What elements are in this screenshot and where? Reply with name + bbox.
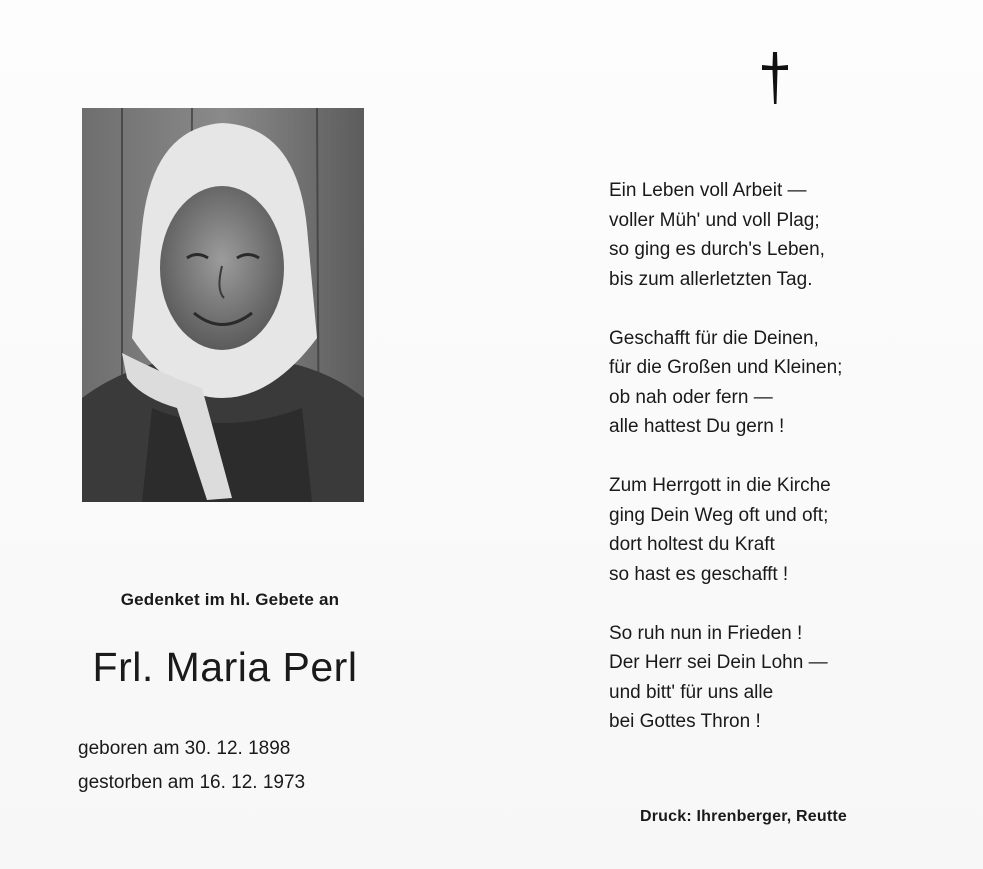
poem-line: voller Müh' und voll Plag;	[609, 209, 820, 231]
poem-line: so ging es durch's Leben,	[609, 239, 825, 260]
death-date: gestorben am 16. 12. 1973	[78, 772, 306, 793]
remember-line: Gedenket im hl. Gebete an	[120, 590, 340, 609]
poem-line: alle hattest Du gern !	[609, 416, 785, 437]
poem-line: Geschafft für die Deinen,	[609, 327, 819, 349]
poem-line: bei Gottes Thron !	[609, 711, 761, 732]
poem-line: und bitt' für uns alle	[609, 681, 774, 703]
poem-stanza	[609, 471, 959, 589]
poem-line: So ruh nun in Frieden !	[609, 622, 803, 644]
poem-line: Ein Leben voll Arbeit —	[609, 180, 807, 201]
life-dates	[78, 732, 378, 800]
poem-line: so hast es geschafft !	[609, 563, 789, 585]
birth-date: geboren am 30. 12. 1898	[78, 738, 291, 759]
poem-line: dort holtest du Kraft	[609, 534, 775, 555]
poem-line: bis zum allerletzten Tag.	[609, 268, 813, 290]
poem	[609, 176, 959, 766]
poem-line: ob nah oder fern —	[609, 386, 773, 408]
poem-stanza	[609, 324, 959, 442]
poem-line: Zum Herrgott in die Kirche	[609, 475, 831, 496]
cross-icon	[760, 52, 790, 106]
poem-stanza	[609, 176, 959, 294]
poem-line: ging Dein Weg oft und oft;	[609, 504, 829, 526]
portrait-photo	[82, 108, 364, 502]
poem-line: Der Herr sei Dein Lohn —	[609, 652, 828, 673]
deceased-name: Frl. Maria Perl	[92, 644, 358, 690]
poem-stanza	[609, 619, 959, 737]
portrait-photo-graphic	[82, 108, 364, 502]
poem-line: für die Großen und Kleinen;	[609, 357, 843, 378]
printer-credit: Druck: Ihrenberger, Reutte	[640, 808, 848, 825]
